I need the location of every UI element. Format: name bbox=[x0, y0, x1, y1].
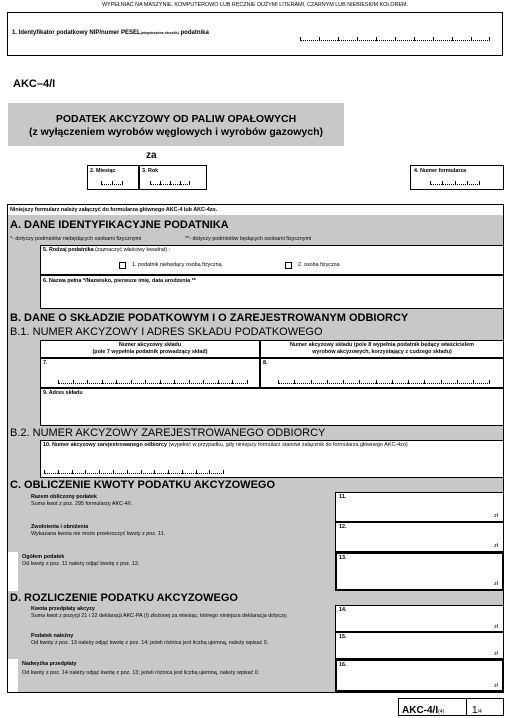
footer-code: AKC-4/I(4) bbox=[402, 705, 445, 716]
section-c-title: C. OBLICZENIE KWOTY PODATKU AKCYZOWEGO bbox=[10, 479, 276, 491]
form-code: AKC–4/I bbox=[13, 78, 56, 90]
c-row13-unit: zł bbox=[494, 581, 498, 587]
option1-label: 1. podatnik niebędący osobą fizyczną bbox=[132, 262, 222, 268]
c-row13-amount[interactable] bbox=[335, 552, 504, 591]
section-d-side-shade bbox=[8, 605, 27, 659]
field9-box[interactable] bbox=[40, 388, 504, 426]
option1-checkbox[interactable] bbox=[119, 262, 126, 269]
d-row16-title: Nadwyżka przedpłaty bbox=[22, 661, 77, 667]
taxpayer-id-input[interactable] bbox=[300, 37, 490, 41]
footer-divider bbox=[466, 699, 467, 715]
d-row16-desc-text: Od kwoty z poz. 14 należy odjąć kwotę z poz. 13; jeżeli różnica jest liczbą ujemną, należy wpisać 0. bbox=[22, 670, 260, 676]
field8-input[interactable] bbox=[278, 380, 490, 384]
d-row16-num: 16. bbox=[339, 662, 347, 668]
d-row14-title: Kwota przedpłaty akcyzy bbox=[31, 606, 95, 612]
section-a-title: A. DANE IDENTYFIKACYJNE PODATNIKA bbox=[10, 219, 229, 231]
field10-label: 10. Numer akcyzowy zarejestrowanego odbiorcy (wypełnić w przypadku, gdy niniejszy formularz stanowi załącznik do formularza głównego AKC-4zo) bbox=[43, 442, 408, 448]
section-a-note-right: **- dotyczy podmiotów będących osobami fizycznymi bbox=[185, 236, 312, 242]
d-row15-unit: zł bbox=[494, 651, 498, 657]
form-title: PODATEK AKCYZOWY OD PALIW OPAŁOWYCH (z wyłączeniem wyrobów węglowych i wyrobów gazowych) bbox=[28, 113, 324, 138]
c-row12-desc-text: Wykazana kwota nie może przekroczyć kwoty z poz. 11. bbox=[31, 531, 166, 537]
d-row14-unit: zł bbox=[494, 624, 498, 630]
c-row11-unit: zł bbox=[494, 513, 498, 519]
c-row12-title: Zwolnienia i obniżenia bbox=[31, 524, 89, 530]
section-d-title: D. ROZLICZENIE PODATKU AKCYZOWEGO bbox=[10, 592, 238, 604]
option2-checkbox[interactable] bbox=[285, 262, 292, 269]
field8-label: 8. bbox=[263, 360, 268, 366]
attachment-note: Niniejszy formularz należy załączyć do formularza głównego AKC-4 lub AKC-4zo. bbox=[10, 207, 218, 213]
section-a-side-shade bbox=[8, 245, 40, 309]
fill-instruction: WYPEŁNIAĆ NA MASZYNIE, KOMPUTEROWO LUB RĘCZNIE DUŻYMI LITERAMI, CZARNYM LUB NIEBIESKIM KOLOREM. bbox=[101, 2, 409, 8]
d-row15-title: Podatek należny bbox=[31, 633, 74, 639]
c-row11-title: Razem obliczony podatek bbox=[31, 494, 97, 500]
taxpayer-id-label: 1. Identyfikator podatkowy NIP/numer $PESEL^{(niepotrzebne skreślić)}$ podatnika bbox=[12, 30, 209, 36]
form-number-input[interactable] bbox=[430, 181, 480, 185]
month-input[interactable] bbox=[101, 181, 123, 185]
form-number-label: 4. Numer formularza bbox=[414, 168, 467, 174]
d-row16-unit: zł bbox=[494, 683, 498, 689]
year-input[interactable] bbox=[150, 181, 190, 185]
d-row15-desc-text: Od kwoty z poz. 13 należy odjąć kwotę z poz. 14; jeżeli różnica jest liczbą ujemną, należy wpisać 0. bbox=[31, 640, 269, 646]
section-b2-title: B.2. NUMER AKCYZOWY ZAREJESTROWANEGO ODBIORCY bbox=[10, 427, 326, 439]
c-row11-num: 11. bbox=[339, 494, 347, 500]
c-row11-desc-text: Suma kwot z poz. 295 formularzy AKC-4/I. bbox=[31, 501, 133, 507]
c-row12-amount[interactable] bbox=[335, 522, 504, 552]
field7-input[interactable] bbox=[58, 380, 248, 384]
d-row15-num: 15. bbox=[339, 634, 347, 640]
section-a-note-left: *- dotyczy podmiotów niebędących osobami fizycznymi bbox=[10, 236, 142, 242]
year-label: 3. Rok bbox=[142, 168, 159, 174]
c-row13-num: 13. bbox=[339, 555, 347, 561]
c-row12-num: 12. bbox=[339, 524, 347, 530]
c-row11-amount[interactable] bbox=[335, 492, 504, 522]
section-b2-side-shade bbox=[8, 440, 40, 478]
c-row12-unit: zł bbox=[494, 543, 498, 549]
field10-input[interactable] bbox=[44, 470, 224, 474]
month-label: 2. Miesiąc bbox=[90, 168, 116, 174]
section-c-side-shade bbox=[8, 492, 27, 552]
d-row14-num: 14. bbox=[339, 607, 347, 613]
section-b-title: B. DANE O SKŁADZIE PODATKOWYM I O ZAREJESTROWANYM ODBIORCY bbox=[10, 312, 409, 324]
c-row13-desc-text: Od kwoty z poz. 11 należy odjąć kwotę z poz. 12. bbox=[22, 561, 140, 567]
period-za: za bbox=[146, 150, 157, 161]
b1-col-left-text: Numer akcyzowy składu (pole 7 wypełnia podatnik prowadzący skład) bbox=[92, 342, 208, 355]
d-row14-amount[interactable] bbox=[335, 605, 504, 632]
field5-label: 5. Rodzaj podatnika (zaznaczyć właściwy kwadrat) : bbox=[43, 247, 171, 253]
field7-label: 7. bbox=[43, 360, 48, 366]
page-number: 1/4 bbox=[472, 705, 482, 716]
c-row13-title: Ogółem podatek bbox=[22, 554, 65, 560]
section-b1-title: B.1. NUMER AKCYZOWY I ADRES SKŁADU PODATKOWEGO bbox=[10, 326, 323, 338]
d-row16-amount[interactable] bbox=[335, 659, 504, 692]
d-row15-amount[interactable] bbox=[335, 632, 504, 659]
b1-col-right-text: Numer akcyzowy składu (pole 8 wypełnia podatnik będący właścicielem wyrobów akcyzowych, korzystający z cudzego składu) bbox=[290, 342, 474, 355]
field6-label: 6. Nazwa pełna */Nazwisko, pierwsze imię, data urodzenia ** bbox=[43, 278, 196, 284]
option2-label: 2. osoba fizyczna bbox=[298, 262, 340, 268]
field9-label: 9. Adres składu bbox=[43, 390, 83, 396]
section-b-side-shade bbox=[8, 340, 40, 426]
c-row13-desc bbox=[18, 552, 335, 591]
d-row14-desc-text: Suma kwot z pozycji 21 i 22 deklaracji AKC-PA (I) złożonej za miesiąc, którego niniejsza deklaracja dotyczy. bbox=[31, 613, 288, 619]
